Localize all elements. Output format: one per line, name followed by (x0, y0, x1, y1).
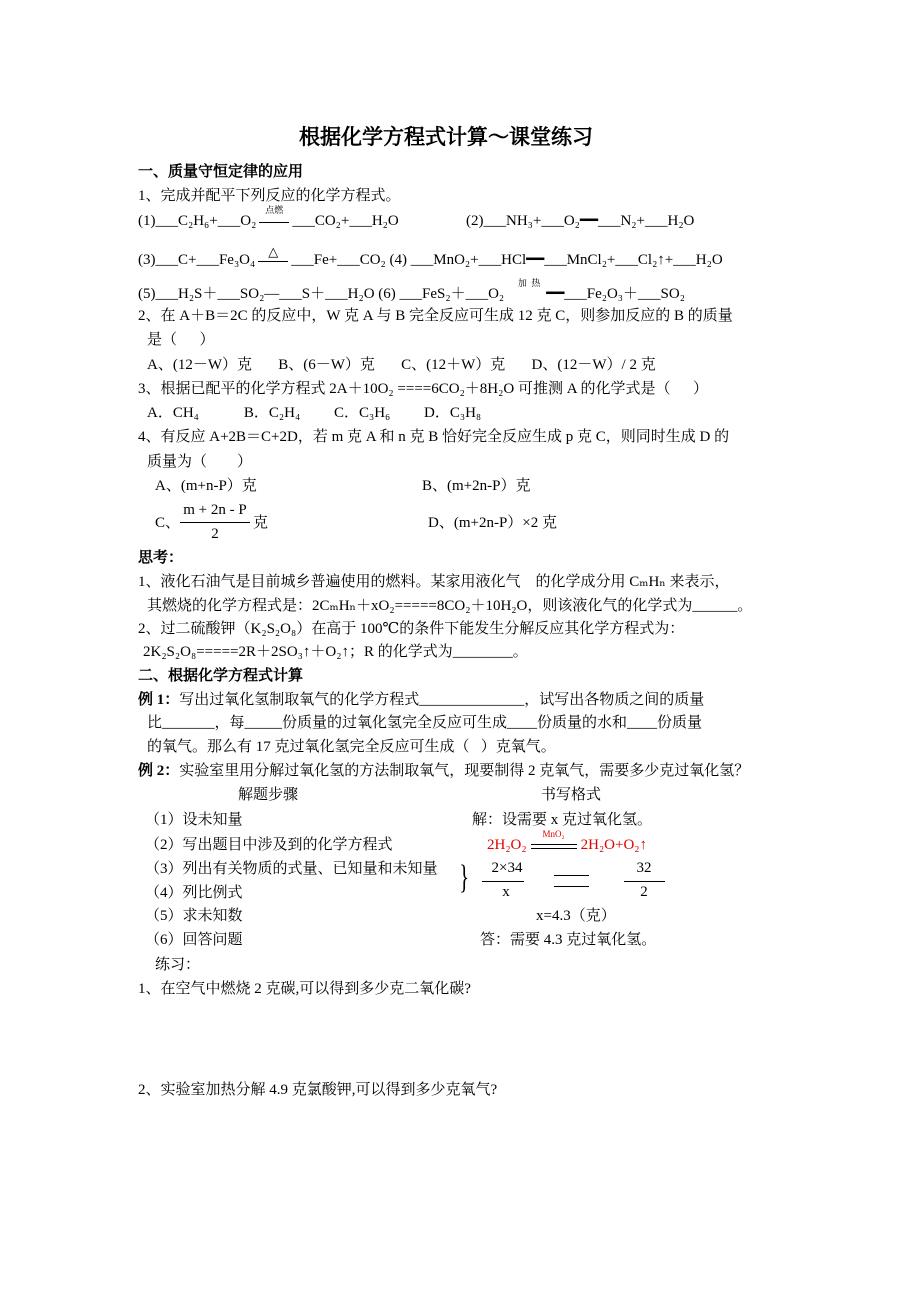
condition-label: △ (268, 244, 279, 259)
example-2 (138, 762, 749, 780)
fraction-denominator: 2 (211, 526, 219, 542)
practice-question: 1、在空气中燃烧 2 克碳,可以得到多少克二氧化碳? (138, 981, 471, 997)
equation: (5)___H₂S＋___SO₂—___S＋___H₂O (6) ___FeS₂＋___O₂ (138, 286, 505, 302)
section-heading: 二、根据化学方程式计算 (138, 668, 304, 684)
step-item: （6）回答问题 (145, 932, 243, 948)
equation-line-1 (138, 205, 399, 230)
example-text: 的氧气。那么有 17 克过氧化氢完全反应可生成（ ）克氧气。 (147, 739, 556, 755)
question-text: 其燃烧的化学方程式是：2CₘHₙ＋xO₂=====8CO₂＋10H₂O，则该液化气的化学式为______。 (147, 598, 753, 614)
fraction-numerator: 32 (636, 860, 652, 876)
equation-bar (531, 848, 577, 849)
question-text: 1、完成并配平下列反应的化学方程式。 (138, 188, 401, 204)
answer-options: A、(12－W）克 B、(6－W）克 C、(12＋W）克 D、(12－W）/ 2 克 (147, 357, 656, 373)
question-text: 3、根据已配平的化学方程式 2A＋10O₂ ====6CO₂＋8H₂O 可推测 A 的化学式是（ ） (138, 381, 708, 397)
answer-option-a: A、(m+n-P）克 (155, 478, 257, 494)
fraction-bar (624, 881, 665, 882)
equation: ━━___Fe₂O₃＋___SO₂ (546, 286, 685, 302)
equation-bar (259, 222, 289, 223)
fraction-denominator: 2 (640, 884, 648, 900)
equation-right: 2H₂O+O₂↑ (580, 837, 648, 853)
step-item: （5）求未知数 (145, 908, 243, 924)
solution-equation (487, 829, 648, 854)
unit-label: 克 (253, 515, 269, 531)
section-heading: 一、质量守恒定律的应用 (138, 164, 304, 180)
fraction-bar (180, 522, 250, 523)
answer-option-c: C、 (155, 515, 181, 531)
step-item: （2）写出题目中涉及到的化学方程式 (145, 837, 393, 853)
condition-label: 点燃 (265, 205, 284, 215)
equation-line-5 (138, 278, 685, 303)
example-text: 写出过氧化氢制取氧气的化学方程式______________，试写出各物质之间的质量 (179, 692, 705, 708)
steps-header: 解题步骤 (238, 787, 299, 803)
question-text: 是（ ） (147, 332, 215, 348)
solution-step: 答：需要 4.3 克过氧化氢。 (480, 932, 657, 948)
solution-step: 解：设需要 x 克过氧化氢。 (472, 812, 653, 828)
practice-label: 练习： (155, 957, 201, 973)
equals-bar (554, 875, 589, 876)
example-label: 例 1： (138, 692, 180, 708)
catalyst-label: MnO₂ (542, 829, 565, 839)
step-item: （4）列比例式 (145, 885, 243, 901)
example-label: 例 2： (138, 763, 180, 779)
equation: (3)___C+___Fe₃O₄ (138, 252, 256, 268)
answer-option-b: B、(m+2n-P）克 (422, 478, 531, 494)
answer-option-d: D、(m+2n-P）×2 克 (428, 515, 558, 531)
page-title: 根据化学方程式计算～课堂练习 (299, 125, 593, 149)
fraction-numerator: 2×34 (491, 860, 523, 876)
fraction-bar (482, 881, 524, 882)
fraction-denominator: x (502, 884, 510, 900)
equation: (1)___C₂H₆+___O₂ (138, 213, 257, 229)
equation-line-3 (138, 244, 723, 269)
brace: } (459, 859, 470, 896)
step-item: （3）列出有关物质的式量、已知量和未知量 (145, 861, 438, 877)
question-text: 2K₂S₂O₈=====2R＋2SO₃↑＋O₂↑；R 的化学式为________。 (143, 644, 528, 660)
condition (512, 278, 546, 303)
equation: ___Fe+___CO₂ (4) ___MnO₂+___HCl━━___MnCl₂+___Cl₂↑+___H₂O (291, 252, 723, 268)
example-text: 实验室里用分解过氧化氢的方法制取氧气，现要制得 2 克氧气，需要多少克过氧化氢？ (179, 763, 750, 779)
solution-step: x=4.3（克） (536, 908, 616, 924)
condition (259, 205, 289, 230)
condition-label: 加 热 (517, 278, 541, 288)
equals-bar (554, 886, 589, 887)
equation: ___CO₂+___H₂O (292, 213, 399, 229)
equation-bar (258, 261, 288, 262)
example-text: 比_______，每_____份质量的过氧化氢完全反应可生成____份质量的水和____份质量 (147, 715, 703, 731)
question-text: 质量为（ ） (147, 454, 253, 470)
equation-bar (531, 844, 577, 845)
question-text: 4、有反应 A+2B＝C+2D，若 m 克 A 和 n 克 B 恰好完全反应生成 p 克 C，则同时生成 D 的 (138, 429, 730, 445)
question-text: 2、在 A＋B＝2C 的反应中，W 克 A 与 B 完全反应可生成 12 克 C，则参加反应的 B 的质量 (138, 308, 733, 324)
question-text: 2、过二硫酸钾（K₂S₂O₈）在高于 100℃的条件下能发生分解反应其化学方程式为： (138, 621, 685, 637)
fraction-numerator: m + 2n - P (183, 502, 247, 518)
example-1 (138, 691, 704, 709)
equation-left: 2H₂O₂ (487, 837, 527, 853)
question-text: 1、液化石油气是目前城乡普遍使用的燃料。某家用液化气 的化学成分用 CₘHₙ 来表示， (138, 574, 730, 590)
equation: (2)___NH₃+___O₂━━___N₂+___H₂O (466, 213, 695, 229)
section-heading: 思考： (138, 550, 184, 566)
answer-options: A．CH₄ B．C₂H₄ C．C₃H₆ D．C₃H₈ (147, 405, 482, 421)
condition (531, 829, 577, 854)
condition (258, 244, 288, 269)
format-header: 书写格式 (541, 787, 602, 803)
step-item: （1）设未知量 (145, 812, 243, 828)
practice-question: 2、实验室加热分解 4.9 克氯酸钾,可以得到多少克氧气? (138, 1082, 498, 1098)
